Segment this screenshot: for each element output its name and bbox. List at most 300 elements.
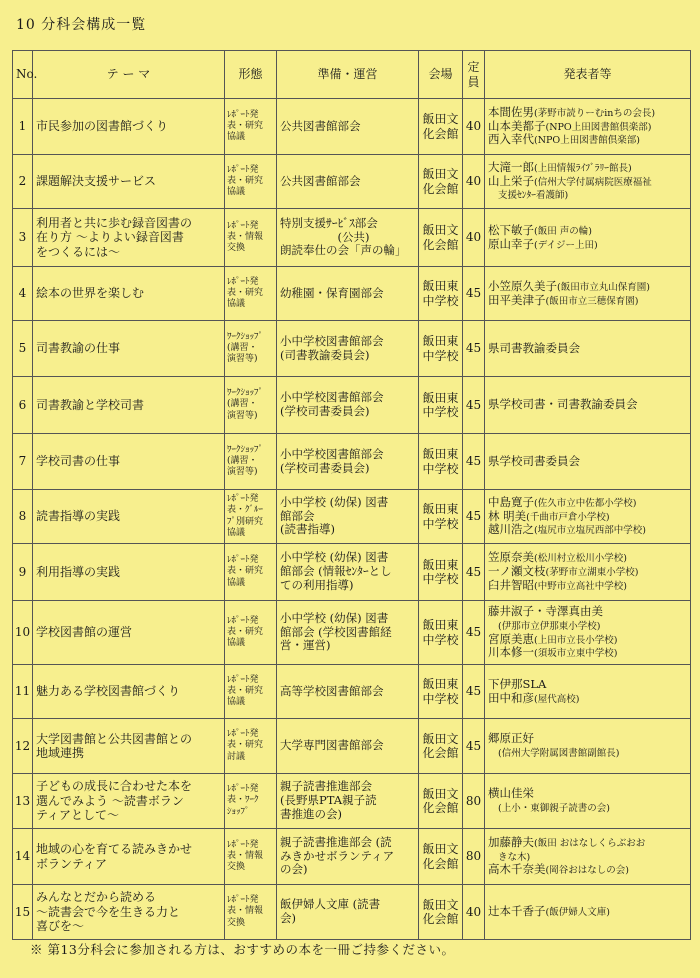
row-number: 2	[13, 155, 33, 209]
presenter-name: 下伊那SLA	[488, 676, 547, 691]
presenter-affiliation: (飯田 声の輪)	[534, 225, 592, 237]
form-line: ﾚﾎﾟｰﾄ発	[227, 674, 259, 685]
form-cell	[225, 885, 277, 940]
presenter-affiliation: (NPO上田図書館倶楽部)	[545, 121, 652, 133]
form-line: 表・ｸﾞﾙｰ	[227, 505, 264, 516]
presenter-affiliation: (佐久市立中佐都小学校)	[534, 497, 637, 509]
presenter-affiliation: (信州大学附属図書館副館長)	[498, 748, 620, 759]
form-cell	[225, 774, 277, 829]
presenter-name: 山本美都子	[488, 118, 546, 133]
venue-line: 飯田文	[422, 786, 459, 801]
organizer-line: 飯伊婦人文庫 (読書	[280, 897, 381, 912]
presenters-cell	[485, 209, 691, 267]
theme-cell	[33, 434, 225, 490]
organizer-cell	[277, 885, 419, 940]
form-line: ﾚﾎﾟｰﾄ発	[227, 839, 259, 850]
row-number: 12	[13, 719, 33, 774]
presenter-line	[488, 551, 687, 565]
organizer-line: 書推進の会)	[280, 806, 342, 821]
theme-line: 学校図書館の運営	[36, 625, 133, 640]
presenters-cell	[485, 321, 691, 377]
capacity-cell: 80	[463, 829, 485, 885]
form-line: 表・研究	[227, 685, 264, 696]
venue-line: 飯田文	[422, 842, 459, 857]
presenter-name: 笠原奈美	[488, 550, 534, 565]
form-cell	[225, 267, 277, 321]
presenter-line	[488, 863, 687, 877]
presenter-name: 加藤静夫	[488, 834, 534, 849]
presenters-cell	[485, 665, 691, 719]
theme-line: 絵本の世界を楽しむ	[36, 286, 145, 301]
header-capacity: 定員	[463, 51, 485, 99]
presenter-line	[488, 280, 687, 294]
presenter-affiliation: (飯田市立三穂保育園)	[545, 295, 639, 307]
form-cell	[225, 155, 277, 209]
presenters-cell	[485, 490, 691, 544]
venue-line: 飯田東	[422, 390, 459, 405]
theme-cell	[33, 774, 225, 829]
venue-cell	[419, 719, 463, 774]
form-line: 表・情報	[227, 906, 264, 917]
organizer-cell	[277, 601, 419, 665]
venue-line: 化会館	[422, 126, 459, 141]
row-number: 8	[13, 490, 33, 544]
form-line: 表・研究	[227, 120, 264, 131]
venue-line: 中学校	[422, 691, 459, 706]
presenter-name: 山上栄子	[488, 173, 534, 188]
presenter-line	[488, 565, 687, 579]
organizer-cell	[277, 321, 419, 377]
organizer-line: (司書教諭委員会)	[280, 347, 370, 362]
form-line: (講習・	[227, 342, 258, 353]
venue-line: 中学校	[422, 348, 459, 363]
form-cell	[225, 829, 277, 885]
presenter-name: 田平美津子	[488, 292, 546, 307]
organizer-line: の会)	[280, 862, 308, 877]
form-line: ﾜｰｸｼｮｯﾌﾟ	[227, 444, 264, 455]
presenter-affiliation: (上田情報ﾗｲﾌﾞﾗﾘｰ館長)	[534, 162, 632, 174]
header-theme: テ ー マ	[33, 51, 225, 99]
row-number: 1	[13, 99, 33, 155]
presenter-line	[488, 787, 687, 801]
organizer-line: 小中学校 (幼保) 図書	[280, 610, 389, 625]
form-line: (講習・	[227, 455, 258, 466]
form-line: ﾌﾟ別研究	[227, 516, 264, 527]
presenter-line	[488, 678, 687, 692]
organizer-cell	[277, 544, 419, 601]
table-row	[13, 544, 691, 601]
organizer-cell	[277, 719, 419, 774]
organizer-line: 館部会 (情報ｾﾝﾀｰとし	[280, 564, 392, 579]
theme-line: 大学図書館と公共図書館との	[36, 731, 193, 746]
presenter-affiliation: (信州大学付属病院医療福祉	[534, 176, 652, 188]
organizer-line: (学校司書委員会)	[280, 460, 370, 475]
presenter-line	[488, 161, 687, 175]
organizer-line: (公共)	[280, 229, 370, 244]
capacity-cell: 45	[463, 601, 485, 665]
theme-line: ボランティア	[36, 856, 108, 871]
presenter-line	[488, 646, 687, 660]
table-row	[13, 155, 691, 209]
organizer-line: 朗読奉仕の会「声の輪」	[280, 243, 407, 258]
organizer-line: 小中学校 (幼保) 図書	[280, 550, 389, 565]
row-number: 10	[13, 601, 33, 665]
form-line: 演習等)	[227, 410, 258, 421]
presenter-name: 一ノ瀬文枝	[488, 564, 546, 579]
table-row	[13, 829, 691, 885]
venue-line: 飯田東	[422, 447, 459, 462]
presenter-name: 本間佐男	[488, 104, 534, 119]
organizer-cell	[277, 490, 419, 544]
presenter-name: 西入幸代	[488, 132, 534, 147]
form-line: 表・情報	[227, 231, 264, 242]
presenter-name: 大滝一郎	[488, 159, 534, 174]
venue-line: 飯田文	[422, 167, 459, 182]
theme-cell	[33, 209, 225, 267]
venue-cell	[419, 601, 463, 665]
presenter-line	[488, 836, 687, 850]
organizer-line: 小中学校図書館部会	[280, 446, 384, 461]
form-line: 表・研究	[227, 287, 264, 298]
presenter-affiliation: (岡谷おはなしの会)	[545, 865, 629, 877]
presenters-cell	[485, 377, 691, 434]
theme-line: 課題解決支援サービス	[36, 174, 157, 189]
organizer-line: 特別支援ｻｰﾋﾞｽ部会	[280, 215, 378, 230]
presenters-cell	[485, 829, 691, 885]
capacity-cell: 45	[463, 434, 485, 490]
presenter-line	[488, 133, 687, 147]
presenters-cell	[485, 885, 691, 940]
organizer-line: 小中学校図書館部会	[280, 390, 384, 405]
presenter-affiliation: (飯田 おはなしくらぶおお	[534, 837, 646, 849]
presenter-name: 高木千奈美	[488, 862, 546, 877]
venue-line: 中学校	[422, 572, 459, 586]
presenter-name: 県学校司書委員会	[488, 453, 580, 468]
row-number: 9	[13, 544, 33, 601]
capacity-cell: 40	[463, 99, 485, 155]
presenters-cell	[485, 155, 691, 209]
venue-line: 飯田東	[422, 618, 459, 633]
table-row	[13, 99, 691, 155]
presenters-cell	[485, 267, 691, 321]
venue-line: 飯田文	[422, 731, 459, 746]
capacity-cell: 80	[463, 774, 485, 829]
form-line: ﾜｰｸｼｮｯﾌﾟ	[227, 388, 264, 399]
theme-line: 学校司書の仕事	[36, 454, 121, 469]
venue-line: 中学校	[422, 632, 459, 647]
theme-cell	[33, 829, 225, 885]
organizer-line: 公共図書館部会	[280, 173, 361, 188]
organizer-cell	[277, 774, 419, 829]
table-row	[13, 885, 691, 940]
form-cell	[225, 209, 277, 267]
presenter-affiliation: (塩尻市立塩尻西部中学校)	[534, 525, 646, 537]
theme-line: 在り方 〜よりよい録音図書	[36, 230, 184, 245]
venue-line: 化会館	[422, 181, 459, 196]
venue-line: 飯田文	[422, 897, 459, 912]
capacity-cell: 45	[463, 267, 485, 321]
capacity-cell: 45	[463, 665, 485, 719]
table-row	[13, 601, 691, 665]
presenter-name: 県学校司書・司書教諭委員会	[488, 397, 638, 412]
presenter-name: 林 明美	[488, 508, 527, 523]
presenter-name: 越川浩之	[488, 522, 534, 537]
venue-cell	[419, 774, 463, 829]
presenter-affiliation: (デイジー上田)	[534, 239, 598, 251]
organizer-line: 小中学校図書館部会	[280, 333, 384, 348]
table-row	[13, 665, 691, 719]
theme-line: 地域連携	[36, 746, 85, 760]
presenter-affiliation: (伊那市立伊那東小学校)	[498, 620, 601, 632]
venue-cell	[419, 209, 463, 267]
presenter-name: 小笠原久美子	[488, 278, 557, 293]
presenters-cell	[485, 544, 691, 601]
venue-cell	[419, 885, 463, 940]
capacity-cell: 40	[463, 209, 485, 267]
presenter-line	[488, 455, 687, 469]
presenter-affiliation: きな木)	[498, 851, 531, 863]
venue-line: 化会館	[422, 746, 459, 760]
theme-line: 地域の心を育てる読みきかせ	[36, 842, 193, 857]
row-number: 13	[13, 774, 33, 829]
form-line: 表・研究	[227, 626, 264, 637]
venue-cell	[419, 99, 463, 155]
venue-line: 飯田文	[422, 112, 459, 127]
capacity-cell: 45	[463, 544, 485, 601]
presenter-line	[488, 496, 687, 510]
venue-cell	[419, 155, 463, 209]
organizer-cell	[277, 267, 419, 321]
venue-line: 飯田東	[422, 279, 459, 294]
capacity-cell: 45	[463, 719, 485, 774]
form-line: ﾚﾎﾟｰﾄ発	[227, 109, 259, 120]
row-number: 15	[13, 885, 33, 940]
header-presenters: 発表者等	[485, 51, 691, 99]
presenter-line	[488, 692, 687, 706]
presenters-cell	[485, 99, 691, 155]
form-cell	[225, 490, 277, 544]
table-row	[13, 719, 691, 774]
presenter-affiliation: (茅野市読りーむinちの会長)	[534, 107, 656, 119]
presenters-cell	[485, 434, 691, 490]
presenter-affiliation: (NPO上田図書館倶楽部)	[534, 135, 640, 147]
organizer-line: 会)	[280, 911, 296, 925]
presenter-name: 横山佳栄	[488, 786, 534, 801]
presenter-line	[488, 510, 687, 524]
presenter-name: 中島寛子	[488, 494, 534, 509]
form-line: ﾚﾎﾟｰﾄ発	[227, 164, 259, 175]
row-number: 6	[13, 377, 33, 434]
form-cell	[225, 434, 277, 490]
presenter-name: 県司書教諭委員会	[488, 340, 580, 355]
capacity-cell: 40	[463, 155, 485, 209]
presenter-affiliation: (茅野市立湖東小学校)	[545, 567, 639, 579]
form-line: 表・研究	[227, 566, 264, 577]
presenter-affiliation: (中野市立高社中学校)	[534, 580, 627, 592]
presenter-line	[488, 294, 687, 308]
organizer-line: 高等学校図書館部会	[280, 683, 384, 698]
theme-cell	[33, 601, 225, 665]
row-number: 3	[13, 209, 33, 267]
presenters-cell	[485, 601, 691, 665]
theme-cell	[33, 719, 225, 774]
organizer-line: 幼稚園・保育園部会	[280, 285, 384, 300]
form-line: ﾚﾎﾟｰﾄ発	[227, 494, 259, 504]
form-cell	[225, 665, 277, 719]
table-row	[13, 774, 691, 829]
organizer-line: 大学専門図書館部会	[280, 738, 384, 753]
form-cell	[225, 377, 277, 434]
organizer-cell	[277, 209, 419, 267]
form-line: 表・研究	[227, 175, 264, 186]
organizer-cell	[277, 829, 419, 885]
theme-line: 利用者と共に歩む録音図書の	[36, 215, 193, 230]
presenter-name: 宮原美恵	[488, 631, 534, 646]
row-number: 11	[13, 665, 33, 719]
presenter-line	[488, 188, 687, 202]
organizer-line: 親子読書推進部会	[280, 779, 372, 794]
presenter-affiliation: (須坂市立東中学校)	[534, 648, 618, 660]
form-line: ﾚﾎﾟｰﾄ発	[227, 895, 259, 906]
presenter-name: 原山幸子	[488, 236, 534, 251]
presenter-name: 藤井淑子・寺澤真由美	[488, 603, 603, 618]
venue-line: 飯田東	[422, 677, 459, 692]
venue-cell	[419, 267, 463, 321]
presenter-affiliation: (松川村立松川小学校)	[534, 553, 627, 565]
theme-line: 司書教諭の仕事	[36, 341, 121, 356]
venue-line: 飯田文	[422, 223, 459, 238]
organizer-line: (学校司書委員会)	[280, 404, 370, 418]
venue-line: 化会館	[422, 856, 459, 871]
form-line: ｼｮｯﾌﾟ	[227, 806, 250, 817]
capacity-cell: 40	[463, 885, 485, 940]
header-organizer: 準備・運営	[277, 51, 419, 99]
theme-line: 司書教諭と学校司書	[36, 397, 145, 412]
form-line: 協議	[227, 638, 246, 649]
theme-line: 子どもの成長に合わせた本を	[36, 779, 193, 794]
presenter-name: 川本修一	[488, 645, 534, 660]
form-cell	[225, 99, 277, 155]
footnote: ※ 第13分科会に参加される方は、おすすめの本を一冊ご持参ください。	[30, 942, 455, 957]
venue-cell	[419, 829, 463, 885]
capacity-cell: 45	[463, 377, 485, 434]
form-line: 交換	[227, 862, 246, 873]
header-no: No.	[13, 51, 33, 99]
organizer-line: ての利用指導)	[280, 577, 354, 592]
form-line: 演習等)	[227, 467, 258, 478]
presenter-line	[488, 120, 687, 134]
presenter-line	[488, 633, 687, 647]
venue-cell	[419, 321, 463, 377]
presenter-name: 松下敏子	[488, 222, 534, 237]
organizer-line: 館部会 (学校図書館経	[280, 624, 392, 639]
theme-cell	[33, 490, 225, 544]
organizer-line: みきかせボランティア	[280, 848, 395, 863]
form-line: ﾜｰｸｼｮｯﾌﾟ	[227, 331, 264, 342]
theme-cell	[33, 321, 225, 377]
presenter-name: 辻本千香子	[488, 904, 546, 919]
organizer-line: (読書指導)	[280, 522, 335, 537]
venue-line: 化会館	[422, 801, 459, 815]
form-line: 協議	[227, 577, 246, 588]
section-composition-table	[12, 50, 691, 940]
organizer-cell	[277, 434, 419, 490]
form-line: (講習・	[227, 399, 258, 410]
venue-line: 中学校	[422, 516, 459, 531]
theme-cell	[33, 544, 225, 601]
form-cell	[225, 544, 277, 601]
venue-cell	[419, 377, 463, 434]
header-form: 形態	[225, 51, 277, 99]
organizer-line: 営・運営)	[280, 638, 331, 653]
theme-line: 魅力ある学校図書館づくり	[36, 684, 181, 699]
presenter-affiliation: (上小・東御親子読書の会)	[498, 803, 610, 814]
form-line: 協議	[227, 527, 246, 538]
form-cell	[225, 321, 277, 377]
venue-line: 飯田東	[422, 557, 459, 572]
row-number: 14	[13, 829, 33, 885]
form-line: ﾚﾎﾟｰﾄ発	[227, 615, 259, 626]
form-line: ﾚﾎﾟｰﾄ発	[227, 555, 259, 566]
table-header-row	[13, 51, 691, 99]
theme-cell	[33, 267, 225, 321]
form-cell	[225, 601, 277, 665]
row-number: 7	[13, 434, 33, 490]
presenter-affiliation: (飯田市立丸山保育園)	[557, 281, 650, 293]
presenter-name: 郷原正好	[488, 731, 534, 746]
table-row	[13, 267, 691, 321]
organizer-line: 小中学校 (幼保) 図書	[280, 494, 389, 509]
presenter-line	[488, 175, 687, 189]
presenters-cell	[485, 774, 691, 829]
presenter-line	[488, 850, 687, 864]
venue-cell	[419, 544, 463, 601]
organizer-line: 館部会	[280, 508, 315, 523]
venue-cell	[419, 434, 463, 490]
capacity-cell: 45	[463, 490, 485, 544]
venue-line: 化会館	[422, 237, 459, 252]
capacity-cell: 45	[463, 321, 485, 377]
form-line: ﾚﾎﾟｰﾄ発	[227, 784, 259, 795]
presenter-line	[488, 605, 687, 619]
theme-line: みんなとだから読める	[36, 890, 157, 905]
form-line: 協議	[227, 187, 246, 198]
organizer-line: 親子読書推進部会 (読	[280, 834, 392, 849]
presenter-line	[488, 523, 687, 537]
presenter-line	[488, 746, 687, 760]
presenters-cell	[485, 719, 691, 774]
row-number: 4	[13, 267, 33, 321]
venue-cell	[419, 665, 463, 719]
table-row	[13, 321, 691, 377]
organizer-cell	[277, 377, 419, 434]
form-line: 協議	[227, 299, 246, 310]
venue-line: 中学校	[422, 461, 459, 476]
theme-cell	[33, 885, 225, 940]
presenter-affiliation: (上田市立長小学校)	[534, 634, 618, 646]
presenter-line	[488, 106, 687, 120]
table-row	[13, 434, 691, 490]
form-line: 演習等)	[227, 354, 258, 365]
form-line: 協議	[227, 697, 246, 708]
theme-cell	[33, 155, 225, 209]
presenter-line	[488, 579, 687, 593]
row-number: 5	[13, 321, 33, 377]
table-row	[13, 490, 691, 544]
form-line: 交換	[227, 243, 246, 254]
venue-line: 飯田東	[422, 502, 459, 517]
organizer-line: 公共図書館部会	[280, 118, 361, 133]
